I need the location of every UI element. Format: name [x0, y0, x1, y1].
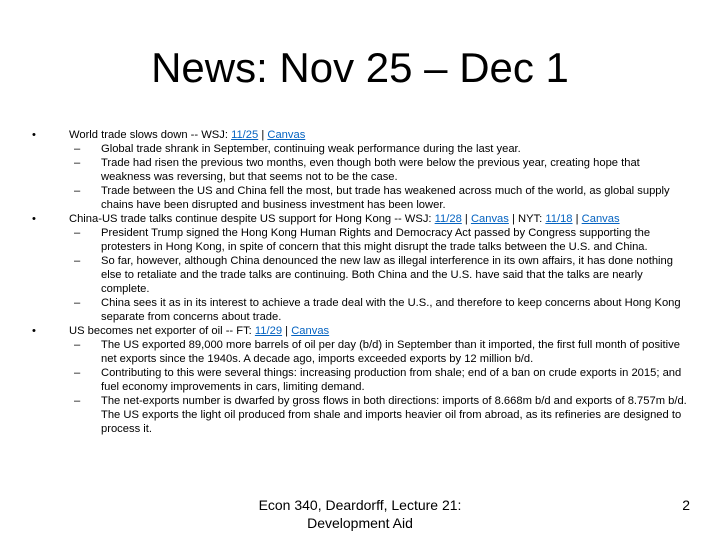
bullet-text: US becomes net exporter of oil -- FT: [69, 325, 255, 337]
link-nyt-11-18[interactable]: 11/18 [545, 213, 573, 225]
dash-glyph: – [74, 339, 81, 351]
sub-bullet-text: President Trump signed the Hong Kong Human Rights and Democracy Act passed by Congress supporting the protesters in Hong Kong, in spite of concern that this might disrupt the trade talks between the U.S. and China. [101, 227, 651, 253]
slide-title: News: Nov 25 – Dec 1 [151, 44, 569, 91]
sub-bullet-text: The US exported 89,000 more barrels of oil per day (b/d) in September than it imported, the first full month of positive net exports since the 1940s. A decade ago, imports exceeded exports by 12 million b/d. [101, 339, 680, 365]
sub-bullet [28, 184, 688, 212]
footer-line-2: Development Aid [307, 515, 413, 531]
link-separator: | [258, 129, 268, 141]
link-separator: | [572, 213, 582, 225]
dash-glyph: – [74, 157, 81, 169]
link-separator: | [461, 213, 471, 225]
sub-bullet [28, 394, 688, 436]
dash-glyph: – [74, 185, 81, 197]
sub-bullet [28, 296, 688, 324]
sub-bullet [28, 226, 688, 254]
sub-bullet-text: Contributing to this were several things: increasing production from shale; end of a ban on crude exports in 2015; and fuel economy improvements in cars, limiting demand. [101, 367, 682, 393]
bullet-glyph: • [32, 129, 36, 141]
bullet-item-us-oil [28, 324, 688, 338]
link-canvas[interactable]: Canvas [581, 213, 620, 225]
sub-bullet [28, 156, 688, 184]
sub-bullet [28, 254, 688, 296]
sub-bullet [28, 142, 688, 156]
dash-glyph: – [74, 395, 81, 407]
page-number: 2 [682, 497, 690, 513]
sub-bullet-text: So far, however, although China denounced the new law as illegal interference in its own affairs, it has done nothing else to retaliate and the trade talks are continuing. Both China and the U.S. have said that the talks are nearly complete. [101, 255, 673, 295]
sub-bullet-text: Trade had risen the previous two months, even though both were below the previous year, creating hope that weakness was reversing, but that seems not to be the case. [101, 157, 640, 183]
bullet-text: World trade slows down -- WSJ: [69, 129, 232, 141]
bullet-text-nyt: | NYT: [508, 213, 546, 225]
slide-content [28, 128, 688, 436]
link-canvas[interactable]: Canvas [470, 213, 509, 225]
link-canvas[interactable]: Canvas [267, 129, 306, 141]
sub-bullet-text: Trade between the US and China fell the most, but trade has weakened across much of the world, as global supply chains have been disrupted and business investment has been lower. [101, 185, 670, 211]
sub-bullet-text: China sees it as in its interest to achieve a trade deal with the U.S., and therefore to keep concerns about Hong Kong separate from concerns about trade. [101, 297, 681, 323]
link-canvas[interactable]: Canvas [291, 325, 330, 337]
dash-glyph: – [74, 297, 81, 309]
sub-bullet-text: The net-exports number is dwarfed by gross flows in both directions: imports of 8.668m b/d and exports of 8.757m b/d. The US exports the light oil produced from shale and imports heavier oil from abroad, as its refineries are designed to process it. [101, 395, 687, 435]
bullet-text: China-US trade talks continue despite US support for Hong Kong -- WSJ: [69, 213, 435, 225]
dash-glyph: – [74, 255, 81, 267]
sub-bullet [28, 338, 688, 366]
bullet-item-china-us [28, 212, 688, 226]
dash-glyph: – [74, 143, 81, 155]
dash-glyph: – [74, 367, 81, 379]
bullet-item-world-trade [28, 128, 688, 142]
link-wsj-11-25[interactable]: 11/25 [231, 129, 259, 141]
sub-bullet [28, 366, 688, 394]
footer-line-1: Econ 340, Deardorff, Lecture 21: [258, 497, 462, 513]
dash-glyph: – [74, 227, 81, 239]
link-separator: | [282, 325, 292, 337]
slide-footer [240, 496, 480, 532]
sub-bullet-text: Global trade shrank in September, continuing weak performance during the last year. [101, 143, 521, 155]
bullet-glyph: • [32, 213, 36, 225]
link-ft-11-29[interactable]: 11/29 [254, 325, 283, 337]
bullet-glyph: • [32, 325, 36, 337]
link-wsj-11-28[interactable]: 11/28 [434, 213, 462, 225]
